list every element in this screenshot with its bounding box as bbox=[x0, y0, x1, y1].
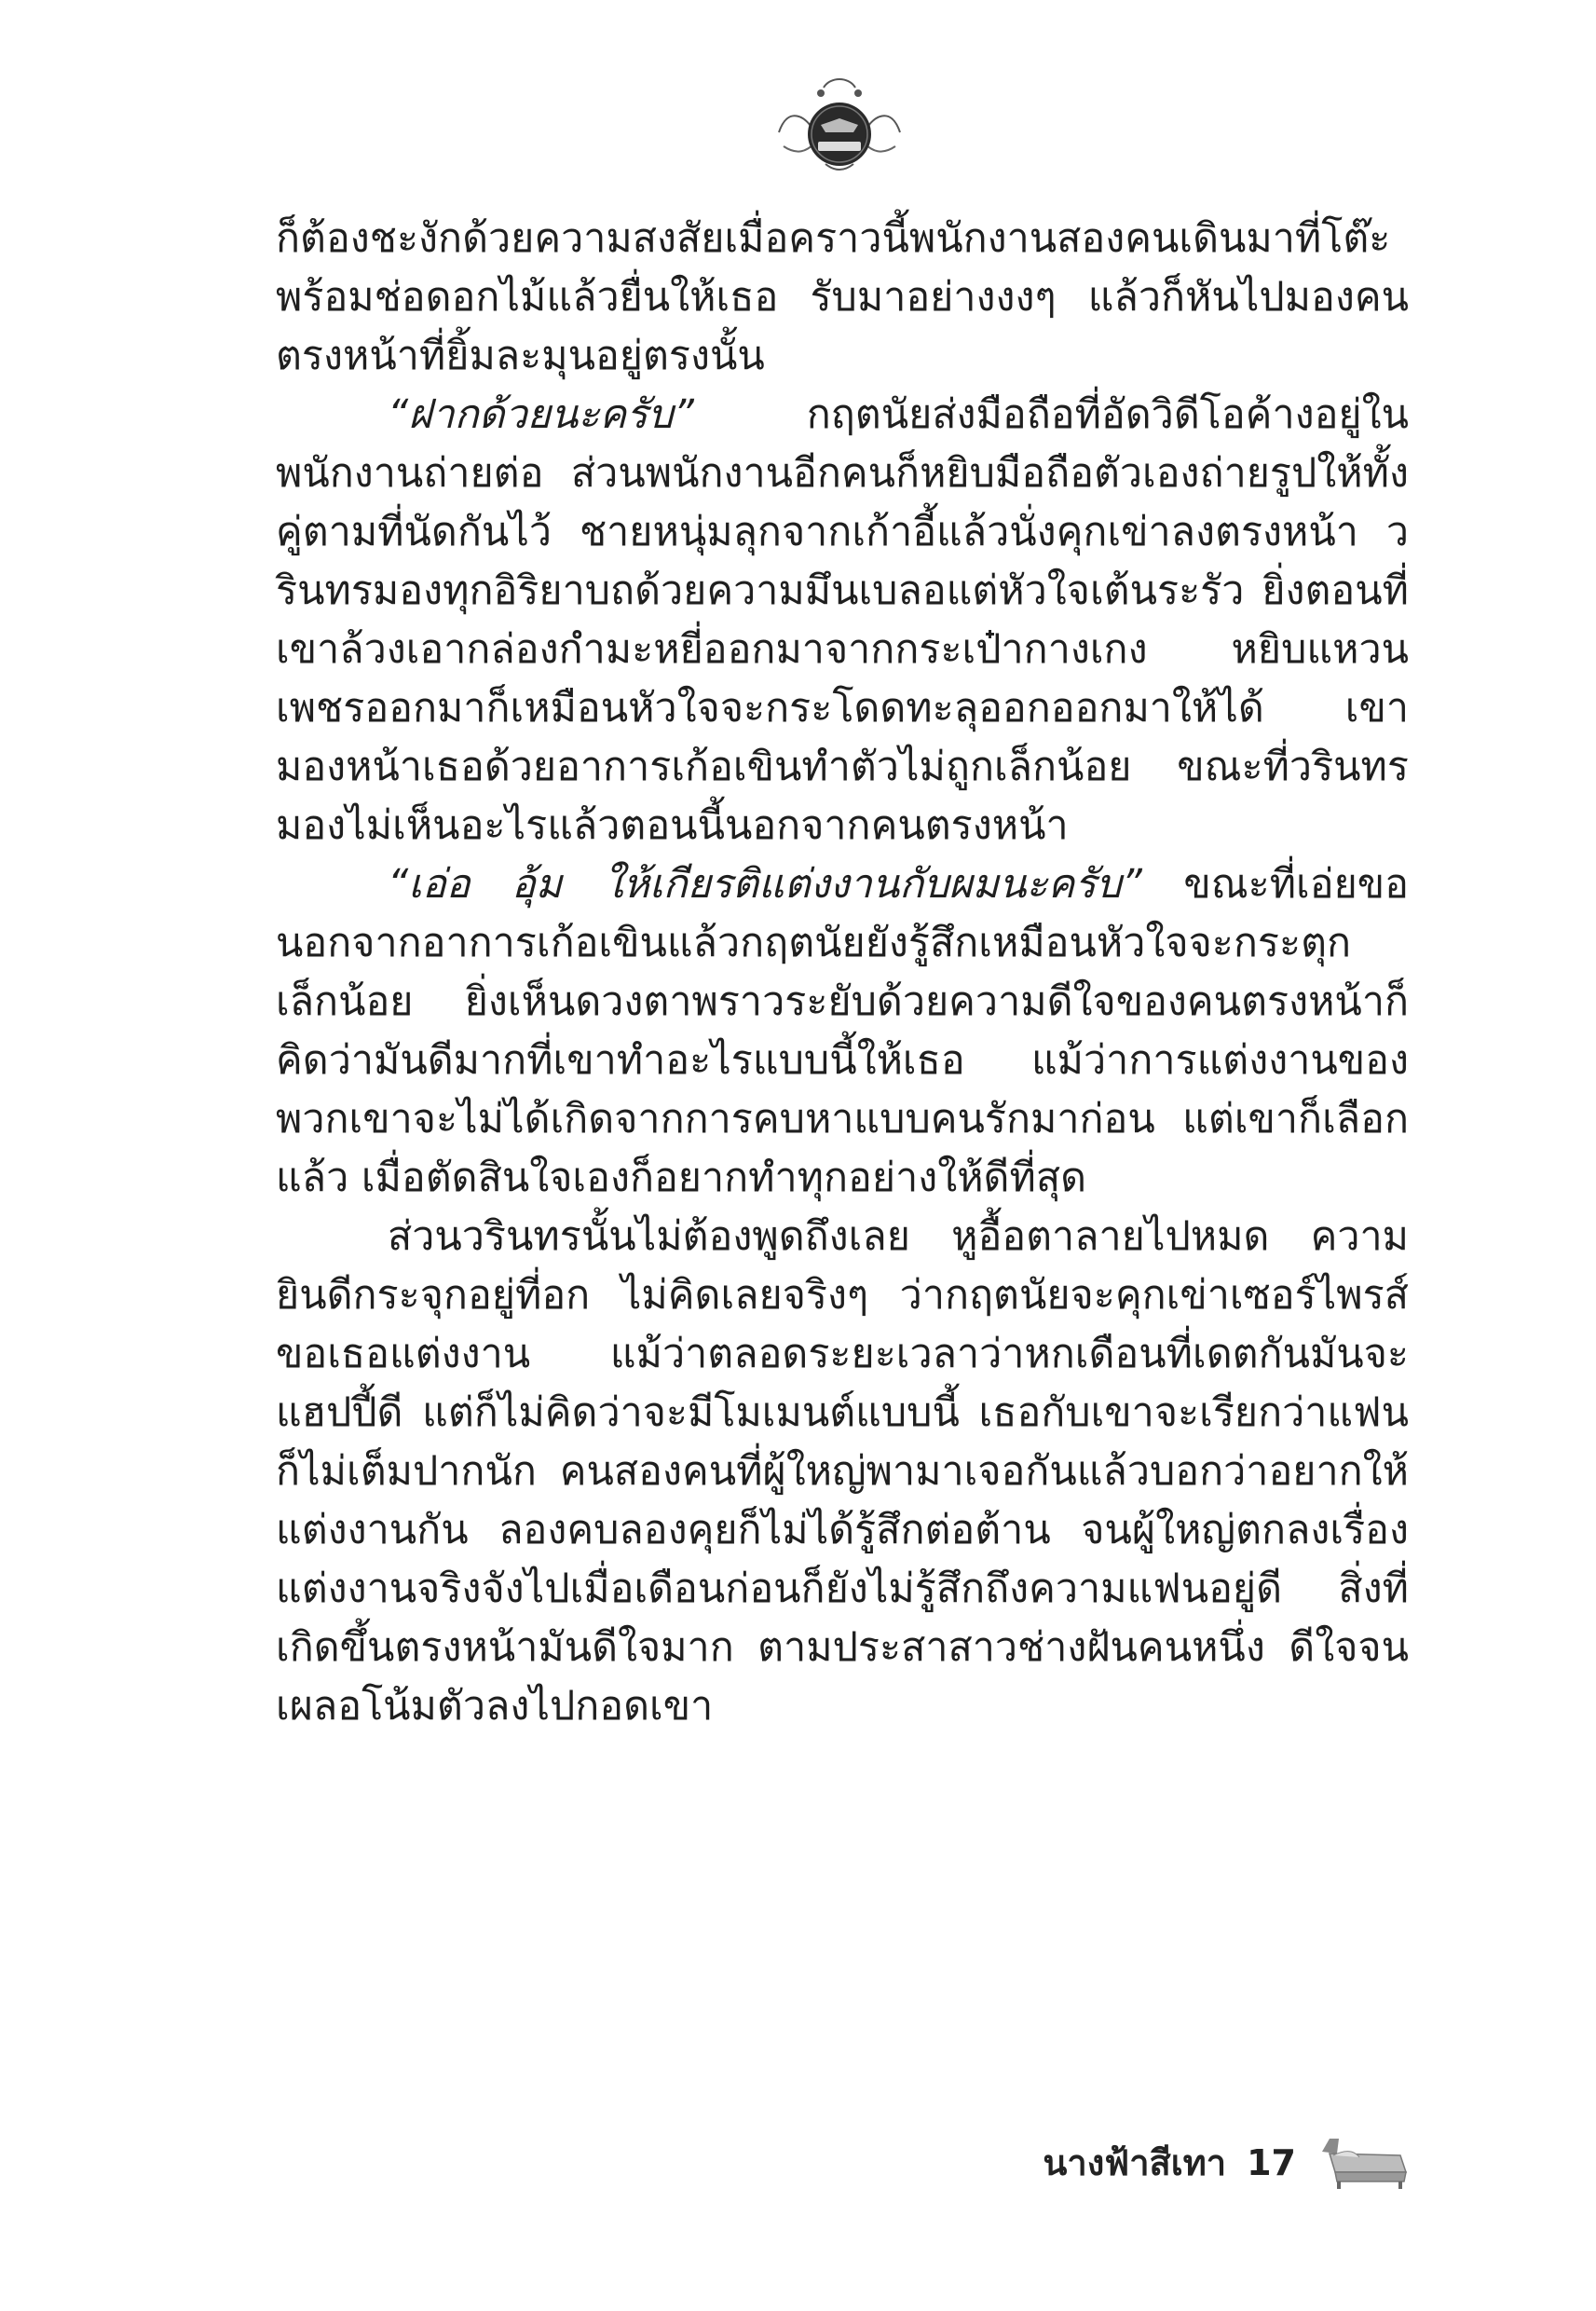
paragraph-text: กฤตนัยส่งมือถือที่อัดวิดีโอค้างอยู่ในพนักงานถ่ายต่อ ส่วนพนักงานอีกคนก็หยิบมือถือตัวเองถ่ายรูปให้ทั้งคู่ตามที่นัดกันไว้ ชายหนุ่มลุกจากเก้าอี้แล้วนั่งคุกเข่าลงตรงหน้า วรินทรมองทุกอิริยาบถด้วยความมึนเบลอแต่หัวใจเต้นระรัว ยิ่งตอนที่เขาล้วงเอากล่องกำมะหยี่ออกมาจากกระเป๋ากางเกง หยิบแหวนเพชรออกมาก็เหมือนหัวใจจะกระโดดทะลุออกออกมาให้ได้ เขามองหน้าเธอด้วยอาการเก้อเขินทำตัวไม่ถูกเล็กน้อย ขณะที่วรินทรมองไม่เห็นอะไรแล้วตอนนี้นอกจากคนตรงหน้า bbox=[276, 391, 1409, 849]
dialogue-quote: “เอ่อ อุ้ม ให้เกียรติแต่งงานกับผมนะครับ” bbox=[388, 861, 1142, 908]
body-text bbox=[276, 210, 1409, 1736]
paragraph-1 bbox=[276, 210, 1409, 386]
paragraph-3 bbox=[276, 855, 1409, 1208]
paragraph-text: ขณะที่เอ่ยขอ นอกจากอาการเก้อเขินแล้วกฤตนัยยังรู้สึกเหมือนหัวใจจะกระตุกเล็กน้อย ยิ่งเห็นดวงตาพราวระยับด้วยความดีใจของคนตรงหน้าก็คิดว่ามันดีมากที่เขาทำอะไรแบบนี้ให้เธอ แม้ว่าการแต่งงานของพวกเขาจะไม่ได้เกิดจากการคบหาแบบคนรักมาก่อน แต่เขาก็เลือกแล้ว เมื่อตัดสินใจเองก็อยากทำทุกอย่างให้ดีที่สุด bbox=[276, 861, 1409, 1201]
paragraph-2 bbox=[276, 386, 1409, 855]
book-title: นางฟ้าสีเทา bbox=[1043, 2142, 1227, 2183]
page-footer bbox=[1043, 2134, 1410, 2191]
publisher-logo-icon bbox=[770, 67, 909, 179]
paragraph-text: ส่วนวรินทรนั้นไม่ต้องพูดถึงเลย หูอื้อตาลายไปหมด ความยินดีกระจุกอยู่ที่อก ไม่คิดเลยจริงๆ ว่ากฤตนัยจะคุกเข่าเซอร์ไพรส์ขอเธอแต่งงาน แม้ว่าตลอดระยะเวลาว่าหกเดือนที่เดตกันมันจะแฮปปี้ดี แต่ก็ไม่คิดว่าจะมีโมเมนต์แบบนี้ เธอกับเขาจะเรียกว่าแฟนก็ไม่เต็มปากนัก คนสองคนที่ผู้ใหญ่พามาเจอกันแล้วบอกว่าอยากให้แต่งงานกัน ลองคบลองคุยก็ไม่ได้รู้สึกต่อต้าน จนผู้ใหญ่ตกลงเรื่องแต่งงานจริงจังไปเมื่อเดือนก่อนก็ยังไม่รู้สึกถึงความแฟนอยู่ดี สิ่งที่เกิดขึ้นตรงหน้ามันดีใจมาก ตามประสาสาวช่างฝันคนหนึ่ง ดีใจจนเผลอโน้มตัวลงไปกอดเขา bbox=[276, 1213, 1409, 1730]
bed-icon bbox=[1316, 2135, 1410, 2191]
paragraph-text: ก็ต้องชะงักด้วยความสงสัยเมื่อคราวนี้พนักงานสองคนเดินมาที่โต๊ะพร้อมช่อดอกไม้แล้วยื่นให้เธอ รับมาอย่างงงๆ แล้วก็หันไปมองคนตรงหน้าที่ยิ้มละมุนอยู่ตรงนั้น bbox=[276, 215, 1409, 379]
paragraph-4 bbox=[276, 1208, 1409, 1736]
dialogue-quote: “ฝากด้วยนะครับ” bbox=[388, 391, 694, 438]
page-number: 17 bbox=[1247, 2141, 1296, 2183]
